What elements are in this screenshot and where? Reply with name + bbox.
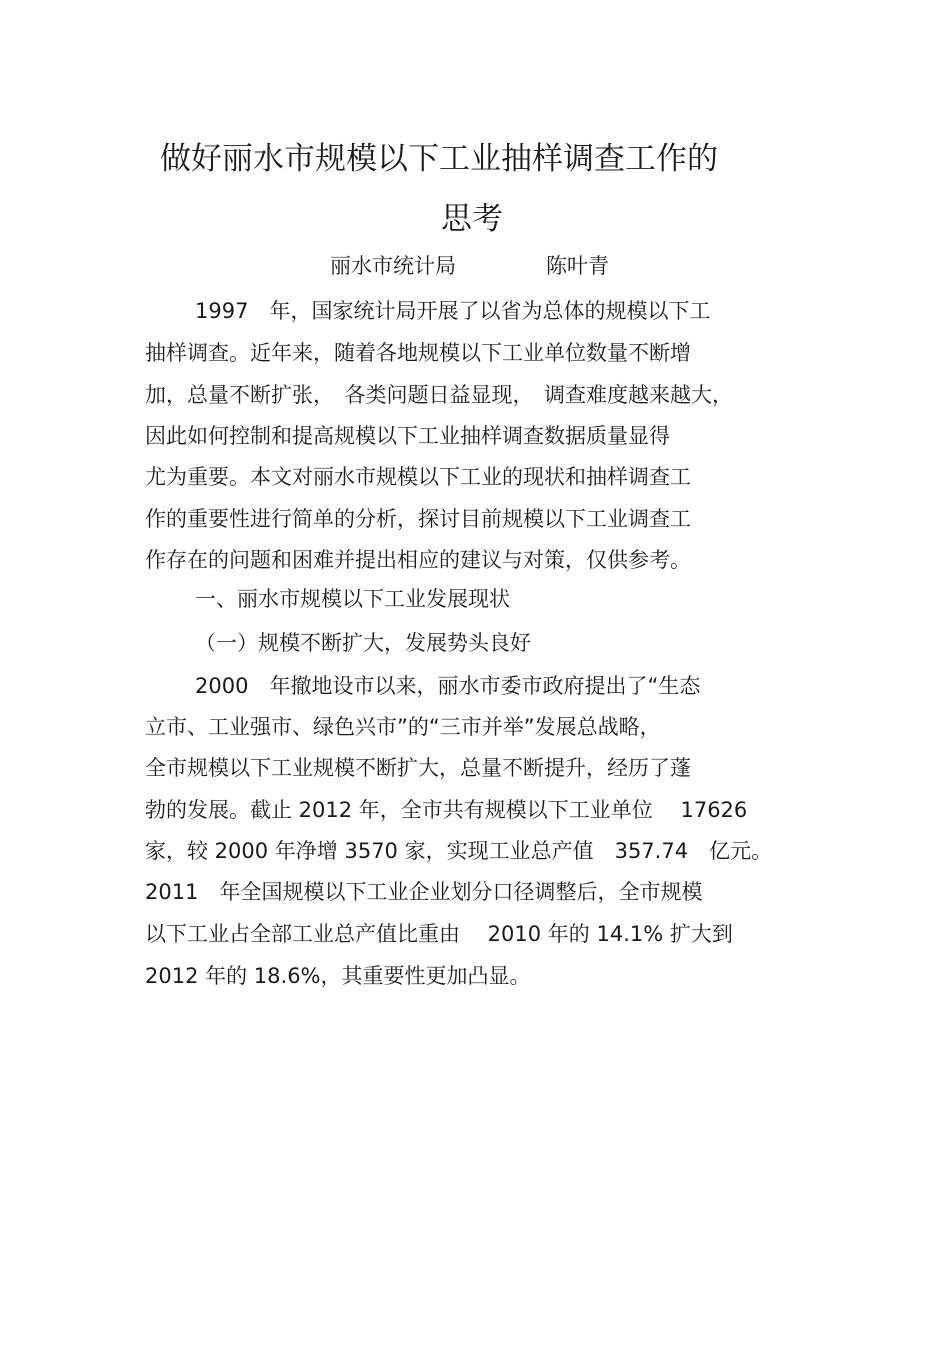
author-name: 陈叶青 bbox=[546, 254, 609, 278]
body-line: 全市规模以下工业规模不断扩大，总量不断提升，经历了蓬 bbox=[145, 756, 691, 780]
section-heading: 一、丽水市规模以下工业发展现状 bbox=[195, 587, 510, 611]
body-line: 2011 年全国规模以下工业企业划分口径调整后，全市规模 bbox=[145, 880, 703, 904]
body-line: 立市、工业强市、绿色兴市”的“三市并举”发展总战略， bbox=[145, 715, 661, 739]
subsection-heading: （一）规模不断扩大，发展势头良好 bbox=[195, 631, 531, 655]
body-line: 1997 年，国家统计局开展了以省为总体的规模以下工 bbox=[195, 299, 711, 323]
author-organization: 丽水市统计局 bbox=[330, 254, 456, 278]
body-line: 勃的发展。截止 2012 年，全市共有规模以下工业单位 17626 bbox=[145, 798, 748, 822]
body-line: 以下工业占全部工业总产值比重由 2010 年的 14.1% 扩大到 bbox=[145, 922, 733, 946]
body-line: 抽样调查。近年来，随着各地规模以下工业单位数量不断增 bbox=[145, 341, 691, 365]
body-line: 作存在的问题和困难并提出相应的建议与对策，仅供参考。 bbox=[145, 548, 691, 572]
document-title-line-1: 做好丽水市规模以下工业抽样调查工作的 bbox=[160, 141, 718, 177]
body-line: 加，总量不断扩张， 各类问题日益显现， 调查难度越来越大， bbox=[145, 383, 733, 407]
body-line: 尤为重要。本文对丽水市规模以下工业的现状和抽样调查工 bbox=[145, 465, 691, 489]
body-line: 家，较 2000 年净增 3570 家，实现工业总产值 357.74 亿元。 bbox=[145, 839, 773, 863]
body-line: 2000 年撤地设市以来，丽水市委市政府提出了“生态 bbox=[195, 674, 701, 698]
body-line: 2012 年的 18.6%，其重要性更加凸显。 bbox=[145, 964, 531, 988]
document-title-line-2: 思考 bbox=[441, 201, 503, 237]
body-line: 因此如何控制和提高规模以下工业抽样调查数据质量显得 bbox=[145, 424, 670, 448]
body-line: 作的重要性进行简单的分析，探讨目前规模以下工业调查工 bbox=[145, 507, 691, 531]
